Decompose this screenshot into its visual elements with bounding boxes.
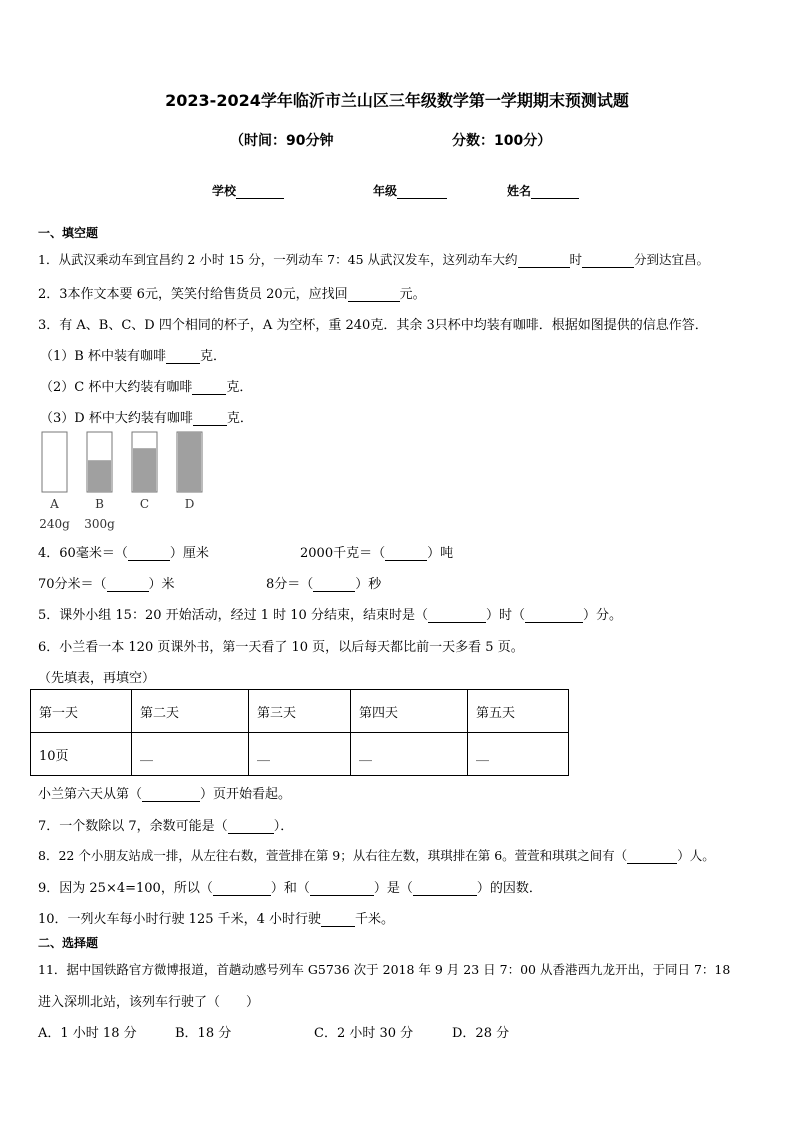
section-fill-blank: 一、填空题: [38, 226, 99, 240]
question-6-hint: （先填表，再填空）: [38, 671, 156, 686]
table-cell-answer[interactable]: __: [249, 733, 351, 776]
table-header-row: [31, 690, 569, 733]
answer-blank[interactable]: [321, 912, 355, 927]
table-cell-answer[interactable]: __: [132, 733, 249, 776]
answer-blank[interactable]: [385, 546, 427, 561]
answer-blank[interactable]: [525, 608, 583, 623]
grade-blank[interactable]: [397, 184, 447, 199]
cup-label-d: D: [184, 497, 195, 511]
cup-label-b: B: [95, 497, 104, 511]
answer-blank[interactable]: [193, 411, 227, 426]
question-4-part-1: 4．60毫米＝（ ）厘米: [38, 546, 209, 561]
question-3-part-1: （1）B 杯中装有咖啡 克．: [40, 349, 226, 364]
answer-blank[interactable]: [428, 608, 486, 623]
table-cell: 10页: [31, 733, 132, 776]
question-5: 5．课外小组 15：20 开始活动，经过 1 时 10 分结束，结束时是（ ）时（ ）分。: [38, 608, 622, 623]
school-field: [212, 182, 284, 199]
cup-label-c: C: [139, 497, 150, 511]
cup-b-coffee: [88, 460, 111, 492]
question-3: 3．有 A、B、C、D 四个相同的杯子，A 为空杯，重 240克．其余 3只杯中均装有咖啡．根据如图提供的信息作答．: [38, 318, 708, 333]
grade-label: 年级: [373, 184, 398, 198]
table-header-cell: 第二天: [132, 690, 249, 733]
question-4-part-4: 8分＝（ ）秒: [266, 577, 382, 592]
question-10: 10．一列火车每小时行驶 125 千米，4 小时行驶 千米。: [38, 912, 395, 927]
table-header-cell: 第五天: [468, 690, 569, 733]
question-7: 7．一个数除以 7，余数可能是（ ）．: [38, 819, 294, 834]
name-blank[interactable]: [531, 184, 579, 199]
question-8: 8．22 个小朋友站成一排，从左往右数，萱萱排在第 9；从右往左数，琪琪排在第 6。萱萱和琪琪之间有（ ）人。: [38, 848, 715, 863]
answer-blank[interactable]: [192, 380, 226, 395]
answer-blank[interactable]: [228, 819, 274, 834]
cup-d-coffee: [178, 432, 201, 492]
answer-blank[interactable]: [348, 287, 400, 302]
answer-blank[interactable]: [413, 881, 477, 896]
answer-blank[interactable]: [128, 546, 170, 561]
name-label: 姓名: [507, 184, 532, 198]
question-6: 6．小兰看一本 120 页课外书，第一天看了 10 页，以后每天都比前一天多看 5 页。: [38, 640, 524, 655]
table-cell-answer[interactable]: __: [351, 733, 468, 776]
reading-table: [30, 689, 569, 776]
school-label: 学校: [212, 184, 237, 198]
page-title: 2023-2024学年临沂市兰山区三年级数学第一学期期末预测试题: [165, 91, 629, 110]
table-header-cell: 第四天: [351, 690, 468, 733]
question-9: 9．因为 25×4=100，所以（ ）和（ ）是（ ）的因数．: [38, 881, 542, 896]
question-6-followup: 小兰第六天从第（ ）页开始看起。: [38, 787, 292, 802]
answer-blank[interactable]: [213, 881, 271, 896]
cup-weight-label: 240g: [39, 517, 70, 531]
answer-blank[interactable]: [107, 577, 149, 592]
question-2: 2．3本作文本要 6元，笑笑付给售货员 20元，应找回 元。: [38, 287, 426, 302]
answer-blank[interactable]: [627, 849, 677, 864]
option-a[interactable]: A．1 小时 18 分: [38, 1026, 137, 1041]
question-4-part-2: 2000千克＝（ ）吨: [300, 546, 454, 561]
section-multiple-choice: 二、选择题: [38, 936, 99, 950]
answer-blank[interactable]: [166, 349, 200, 364]
cup-weight-label: 300g: [84, 517, 115, 531]
cups-figure: [38, 428, 218, 534]
cup-label-a: A: [50, 497, 59, 511]
exam-score: 分数：100分）: [452, 133, 552, 149]
grade-field: [373, 182, 447, 199]
option-d[interactable]: D．28 分: [452, 1026, 510, 1041]
school-blank[interactable]: [236, 184, 284, 199]
table-cell-answer[interactable]: __: [468, 733, 569, 776]
question-4-part-3: 70分米＝（ ）米: [38, 577, 175, 592]
answer-blank[interactable]: [310, 881, 374, 896]
option-b[interactable]: B．18 分: [175, 1026, 232, 1041]
cup-c-coffee: [133, 448, 156, 492]
answer-blank[interactable]: [313, 577, 355, 592]
question-3-part-2: （2）C 杯中大约装有咖啡 克．: [40, 380, 253, 395]
table-row: [31, 733, 569, 776]
cup-a: [42, 432, 67, 492]
answer-blank[interactable]: [582, 253, 634, 268]
exam-time: （时间：90分钟: [230, 133, 334, 149]
answer-blank[interactable]: [518, 253, 570, 268]
question-1: 1．从武汉乘动车到宜昌约 2 小时 15 分，一列动车 7：45 从武汉发车，这列动车大约 时 分到达宜昌。: [38, 252, 710, 267]
question-11-line-2: 进入深圳北站，该列车行驶了（ ）: [38, 995, 260, 1010]
name-field: [507, 182, 579, 199]
answer-blank[interactable]: [142, 787, 200, 802]
table-header-cell: 第三天: [249, 690, 351, 733]
table-header-cell: 第一天: [31, 690, 132, 733]
question-11: 11．据中国铁路官方微博报道，首趟动感号列车 G5736 次于 2018 年 9 月 23 日 7：00 从香港西九龙开出，于同日 7：18: [38, 962, 731, 977]
question-3-part-3: （3）D 杯中大约装有咖啡 克．: [40, 411, 253, 426]
option-c[interactable]: C．2 小时 30 分: [314, 1026, 414, 1041]
